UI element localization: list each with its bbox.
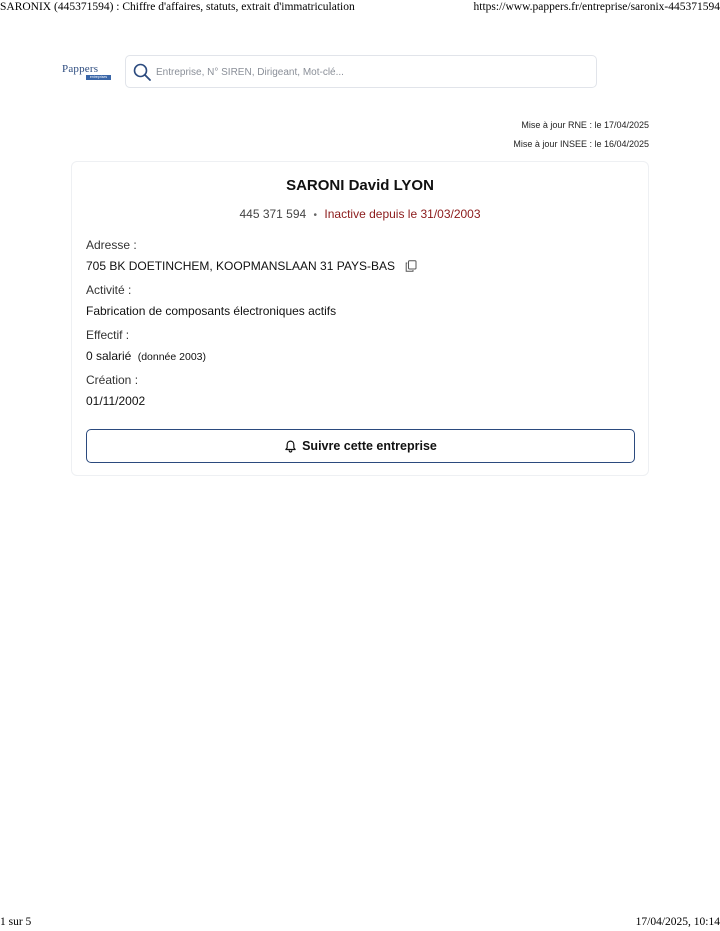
search-icon[interactable] [132,62,152,82]
top-bar [62,55,597,88]
print-datetime: 17/04/2025, 10:14 [635,916,720,928]
copy-icon[interactable] [405,260,417,272]
print-header [0,0,720,16]
activity-label: Activité : [86,283,132,297]
address-value [86,257,417,275]
search-box[interactable] [125,55,597,88]
address-field [86,236,417,275]
company-name: SARONI David LYON [286,177,434,194]
address-label: Adresse : [86,238,137,252]
status-badge: Inactive depuis le 31/03/2003 [324,207,481,221]
logo-text: Pappers [62,63,99,75]
company-card [71,161,649,476]
logo-subtext: entreprises [86,75,111,80]
search-input[interactable] [156,61,586,83]
company-siren: 445 371 594 [239,207,307,221]
company-meta [72,207,648,221]
activity-field [86,281,336,320]
print-page-title: SARONIX (445371594) : Chiffre d'affaires, statuts, extrait d'immatriculation [0,1,355,13]
bell-icon [284,440,297,453]
follow-label: Suivre cette entreprise [302,439,437,453]
creation-label: Création : [86,373,139,387]
creation-value: 01/11/2002 [86,394,146,408]
insee-update: Mise à jour INSEE : le 16/04/2025 [513,139,649,149]
staff-field [86,326,206,365]
staff-label: Effectif : [86,328,130,342]
staff-note: (donnée 2003) [137,351,207,363]
activity-value: Fabrication de composants électroniques actifs [86,304,337,318]
update-dates [513,116,649,154]
staff-value [86,347,206,365]
address-text: 705 BK DOETINCHEM, KOOPMANSLAAN 31 PAYS-BAS [86,259,395,273]
page-number: 1 sur 5 [0,916,32,928]
meta-separator: • [313,210,318,221]
staff-count: 0 salarié [86,349,132,363]
creation-field [86,371,145,410]
rne-update: Mise à jour RNE : le 17/04/2025 [521,120,649,130]
follow-company-button[interactable] [86,429,635,463]
pappers-logo[interactable] [62,64,112,84]
print-url: https://www.pappers.fr/entreprise/saronix-445371594 [473,1,720,13]
print-footer [0,915,720,931]
